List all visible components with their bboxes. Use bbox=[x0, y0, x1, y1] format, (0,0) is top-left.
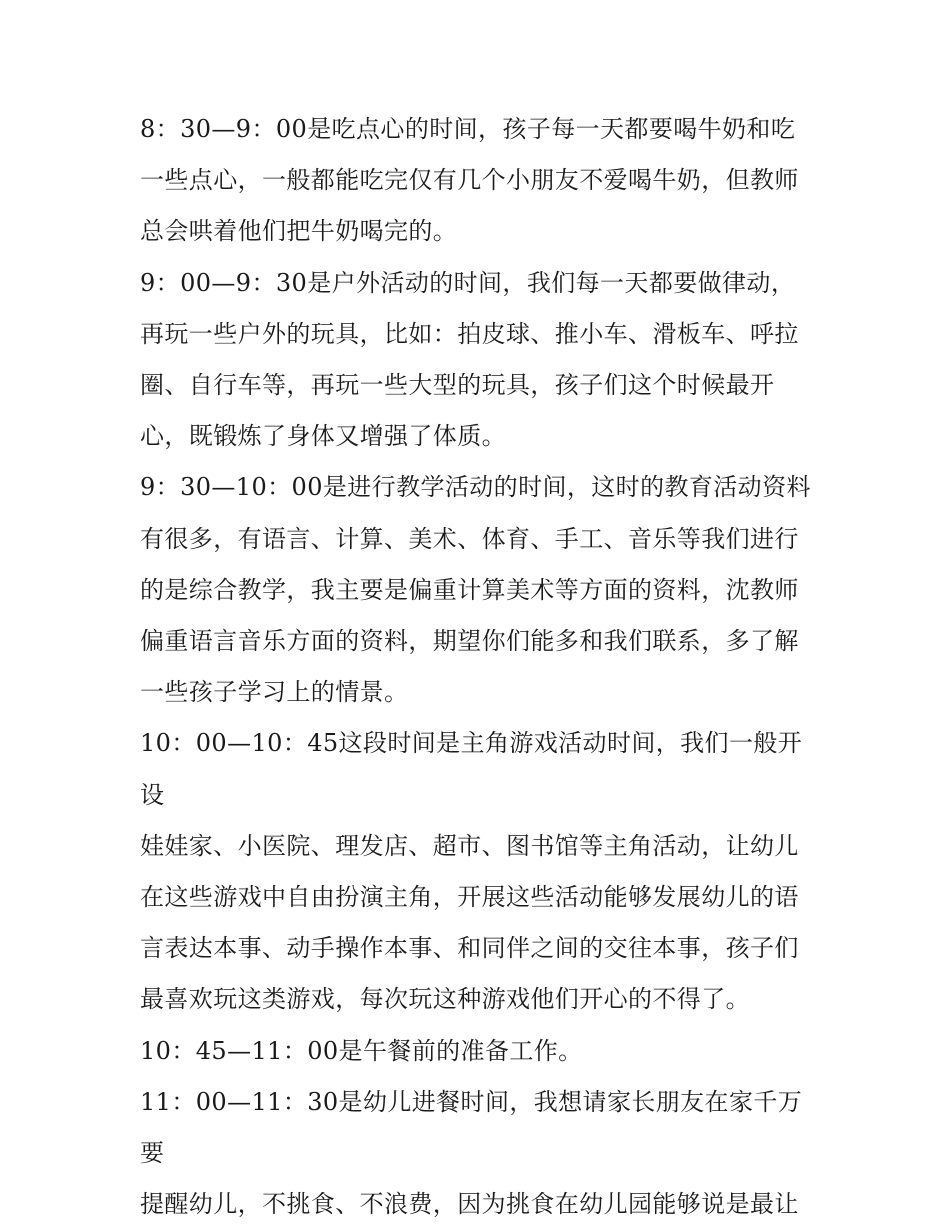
document-body bbox=[140, 104, 815, 1230]
paragraph-teaching-activity: 9：30—10：00是进行教学活动的时间，这时的教育活动资料 有很多，有语言、计算、美术、体育、手工、音乐等我们进行 的是综合教学，我主要是偏重计算美术等方面的资料，沈教师 偏重语言音乐方面的资料，期望你们能多和我们联系，多了解 一些孩子学习上的情景。 bbox=[140, 473, 811, 707]
paragraph-lunch-time: 11：00—11：30是幼儿进餐时间，我想请家长朋友在家千万要 提醒幼儿，不挑食、不浪费，因为挑食在幼儿园能够说是最让 bbox=[140, 1087, 803, 1219]
paragraph-outdoor-activity: 9：00—9：30是户外活动的时间，我们每一天都要做律动， 再玩一些户外的玩具，比如：拍皮球、推小车、滑板车、呼拉 圈、自行车等，再玩一些大型的玩具，孩子们这个时候最开 心，既锻炼了身体又增强了体质。 bbox=[140, 268, 799, 451]
paragraph-lunch-prep: 10：45—11：00是午餐前的准备工作。 bbox=[140, 1036, 583, 1065]
paragraph-role-play: 10：00—10：45这段时间是主角游戏活动时间，我们一般开设 娃娃家、小医院、理发店、超市、图书馆等主角活动，让幼儿 在这些游戏中自由扮演主角，开展这些活动能够发展幼儿的语 言表达本事、动手操作本事、和同伴之间的交往本事，孩子们 最喜欢玩这类游戏，每次玩这种游戏他们开心的不得了。 bbox=[140, 729, 803, 1014]
paragraph-snack-time: 8：30—9：00是吃点心的时间，孩子每一天都要喝牛奶和吃 一些点心，一般都能吃完仅有几个小朋友不爱喝牛奶，但教师 总会哄着他们把牛奶喝完的。 bbox=[140, 115, 799, 246]
